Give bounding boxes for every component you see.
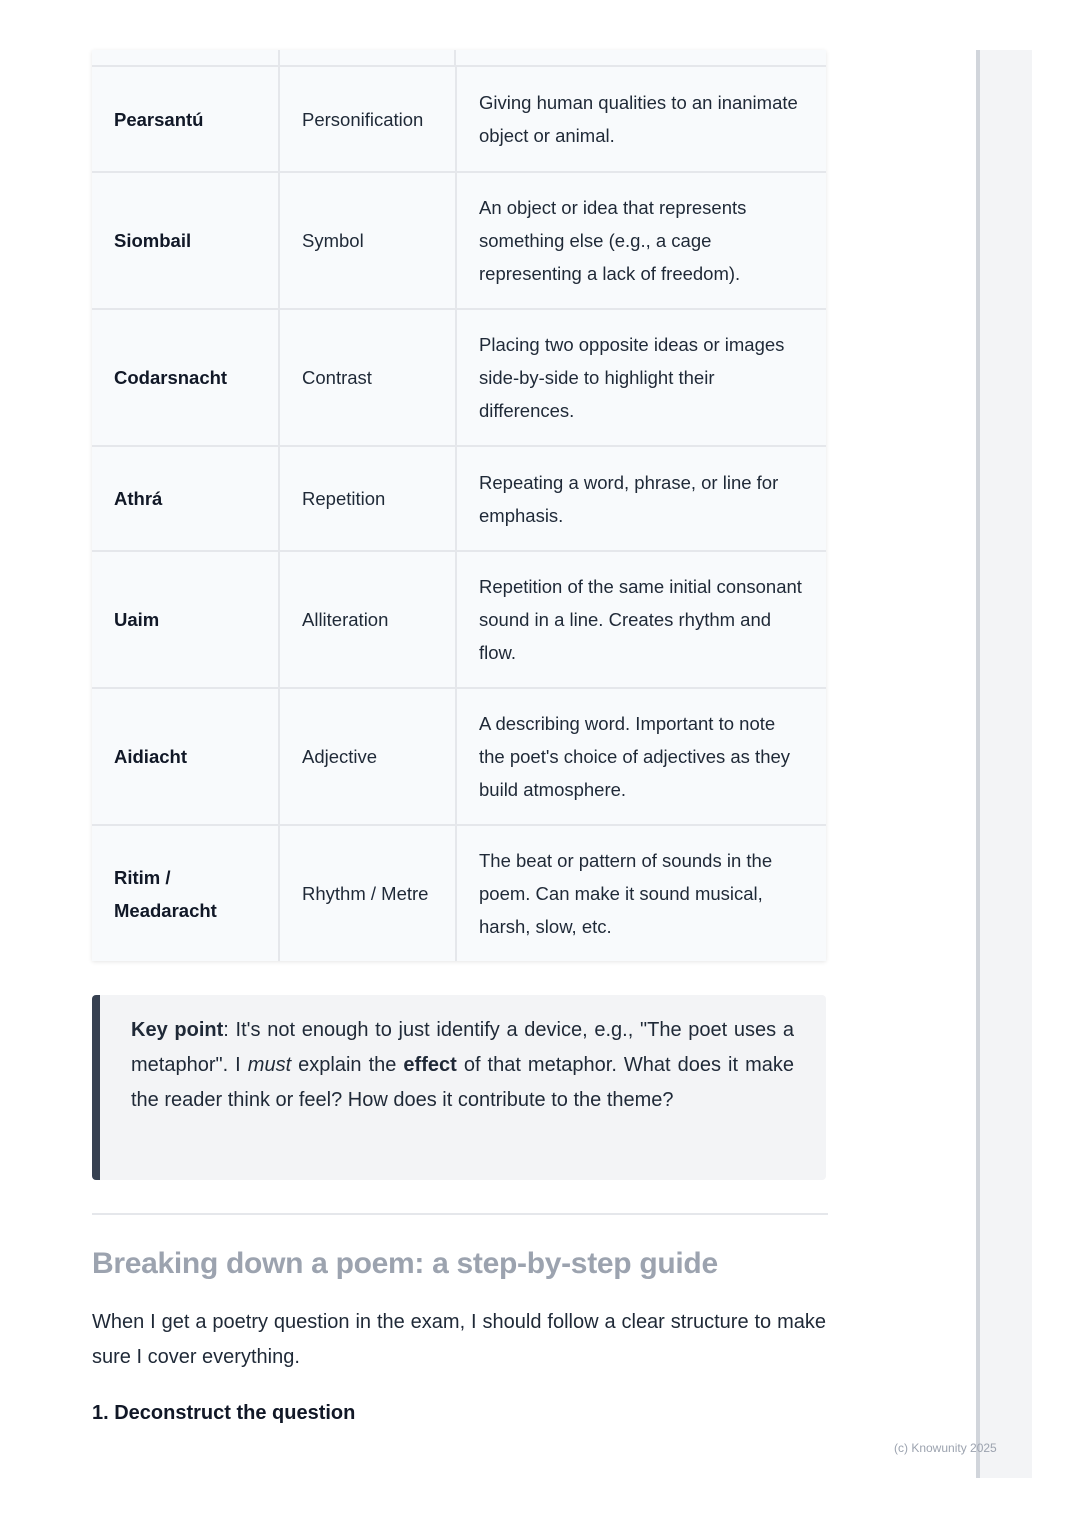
definition: Repetition of the same initial consonant sound in a line. Creates rhythm and flow. — [456, 551, 826, 688]
key-point-label: Key point — [131, 1019, 224, 1041]
section-divider — [92, 1213, 828, 1215]
key-point-strong: effect — [403, 1054, 457, 1076]
definition: Giving human qualities to an inanimate object or animal. — [456, 67, 826, 172]
irish-term: Pearsantú — [92, 67, 279, 172]
irish-term: Uaim — [92, 551, 279, 688]
english-term: Contrast — [279, 309, 456, 446]
table-row — [92, 446, 826, 551]
definition: Placing two opposite ideas or images side-by-side to highlight their differences. — [456, 309, 826, 446]
key-point-text: explain the — [291, 1054, 404, 1076]
definition: An object or idea that represents something else (e.g., a cage representing a lack of freedom). — [456, 172, 826, 309]
table-row — [92, 67, 826, 172]
table-row — [92, 551, 826, 688]
english-term: Symbol — [279, 172, 456, 309]
definition: The beat or pattern of sounds in the poem. Can make it sound musical, harsh, slow, etc. — [479, 850, 773, 937]
irish-term: Codarsnacht — [92, 309, 279, 446]
key-point-callout — [92, 995, 826, 1180]
irish-term: Ritim / Meadaracht — [92, 825, 279, 961]
key-point-text: : It's not enough to just identify a device, e.g., "The poet uses a metaphor". I — [131, 1019, 795, 1076]
copyright-notice: (c) Knowunity 2025 — [894, 1441, 997, 1455]
table-row — [92, 688, 826, 825]
table-row — [92, 309, 826, 446]
devices-table-body — [92, 67, 826, 961]
english-term: Alliteration — [279, 551, 456, 688]
irish-term: Siombail — [92, 172, 279, 309]
english-term: Personification — [279, 67, 456, 172]
section-heading: Breaking down a poem: a step-by-step guide — [92, 1247, 718, 1280]
definition: Repeating a word, phrase, or line for emphasis. — [456, 446, 826, 551]
table-row — [92, 825, 826, 961]
page-scrollbar[interactable] — [976, 50, 1032, 1478]
section-paragraph: When I get a poetry question in the exam, I should follow a clear structure to make sure I cover everything. — [92, 1311, 826, 1368]
irish-term: Athrá — [92, 446, 279, 551]
literary-devices-table — [92, 50, 826, 961]
english-term: Rhythm / Metre — [279, 825, 456, 961]
english-term: Adjective — [279, 688, 456, 825]
definition: A describing word. Important to note the poet's choice of adjectives as they build atmosphere. — [456, 688, 826, 825]
table-row — [92, 172, 826, 309]
table-top-continuation — [92, 50, 826, 67]
irish-term: Aidiacht — [92, 688, 279, 825]
step-heading: 1. Deconstruct the question — [92, 1402, 356, 1424]
key-point-emphasis: must — [247, 1054, 292, 1076]
key-point-text: of that metaphor. What does it make the reader think or feel? How does it contribute to the theme? — [131, 1054, 794, 1111]
english-term: Repetition — [279, 446, 456, 551]
